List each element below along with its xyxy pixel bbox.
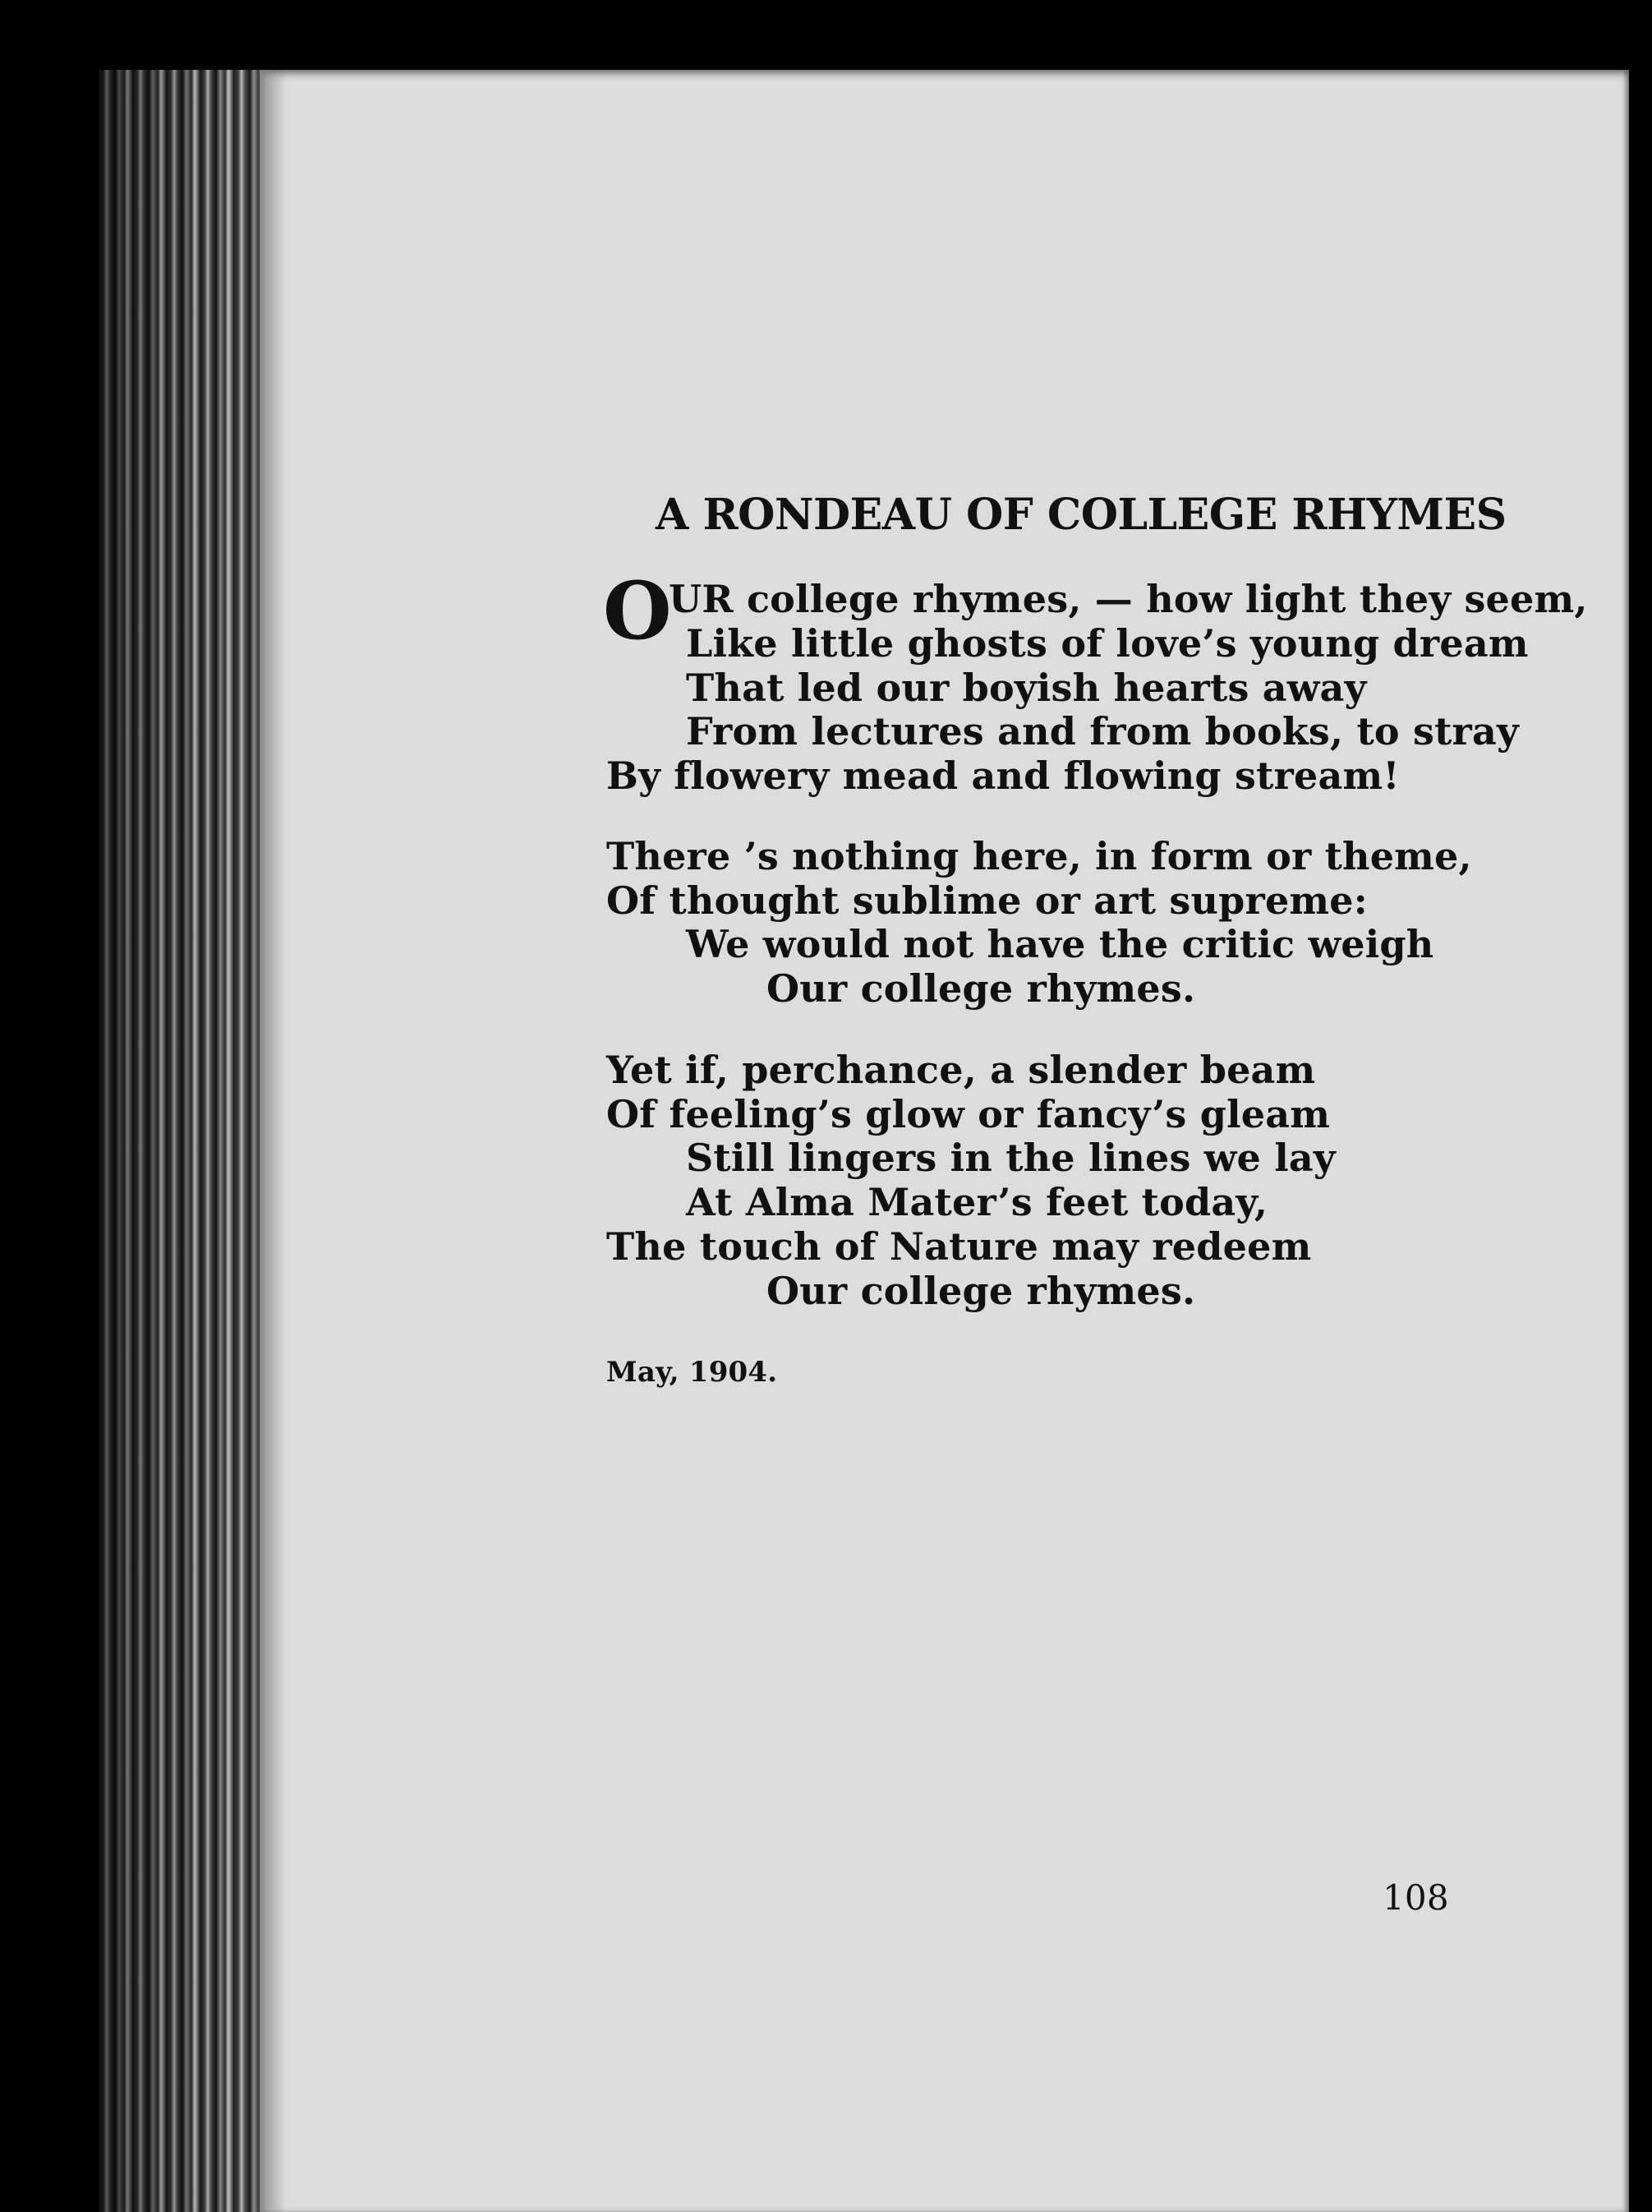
poem-line: Yet if, perchance, a slender beam (606, 1048, 1316, 1092)
poem-refrain: Our college rhymes. (766, 1269, 1196, 1313)
poem-line: The touch of Nature may redeem (606, 1224, 1312, 1269)
poem-title: A RONDEAU OF COLLEGE RHYMES (656, 490, 1507, 540)
drop-cap-letter: O (603, 565, 672, 657)
poem-line: Of feeling’s glow or fancy’s gleam (606, 1092, 1331, 1136)
poem-line: At Alma Mater’s feet today, (686, 1180, 1268, 1224)
poem-line: From lectures and from books, to stray (686, 709, 1519, 753)
page-gutter-shadow (261, 70, 286, 2212)
poem-line: UR college rhymes, — how light they seem, (669, 577, 1588, 621)
poem-line: By flowery mead and flowing stream! (606, 753, 1400, 798)
poem-line: Still lingers in the lines we lay (686, 1136, 1336, 1180)
page-edge-shadow (99, 70, 263, 2212)
poem-line: Of thought sublime or art supreme: (606, 878, 1368, 923)
poem-line: There ’s nothing here, in form or theme, (606, 834, 1472, 878)
poem-line: We would not have the critic weigh (686, 922, 1434, 966)
poem-date: May, 1904. (606, 1356, 778, 1389)
poem-refrain: Our college rhymes. (766, 966, 1196, 1011)
poem-line: That led our boyish hearts away (686, 666, 1367, 710)
page-number: 108 (1383, 1878, 1449, 1918)
poem-line: Like little ghosts of love’s young dream (686, 621, 1529, 666)
